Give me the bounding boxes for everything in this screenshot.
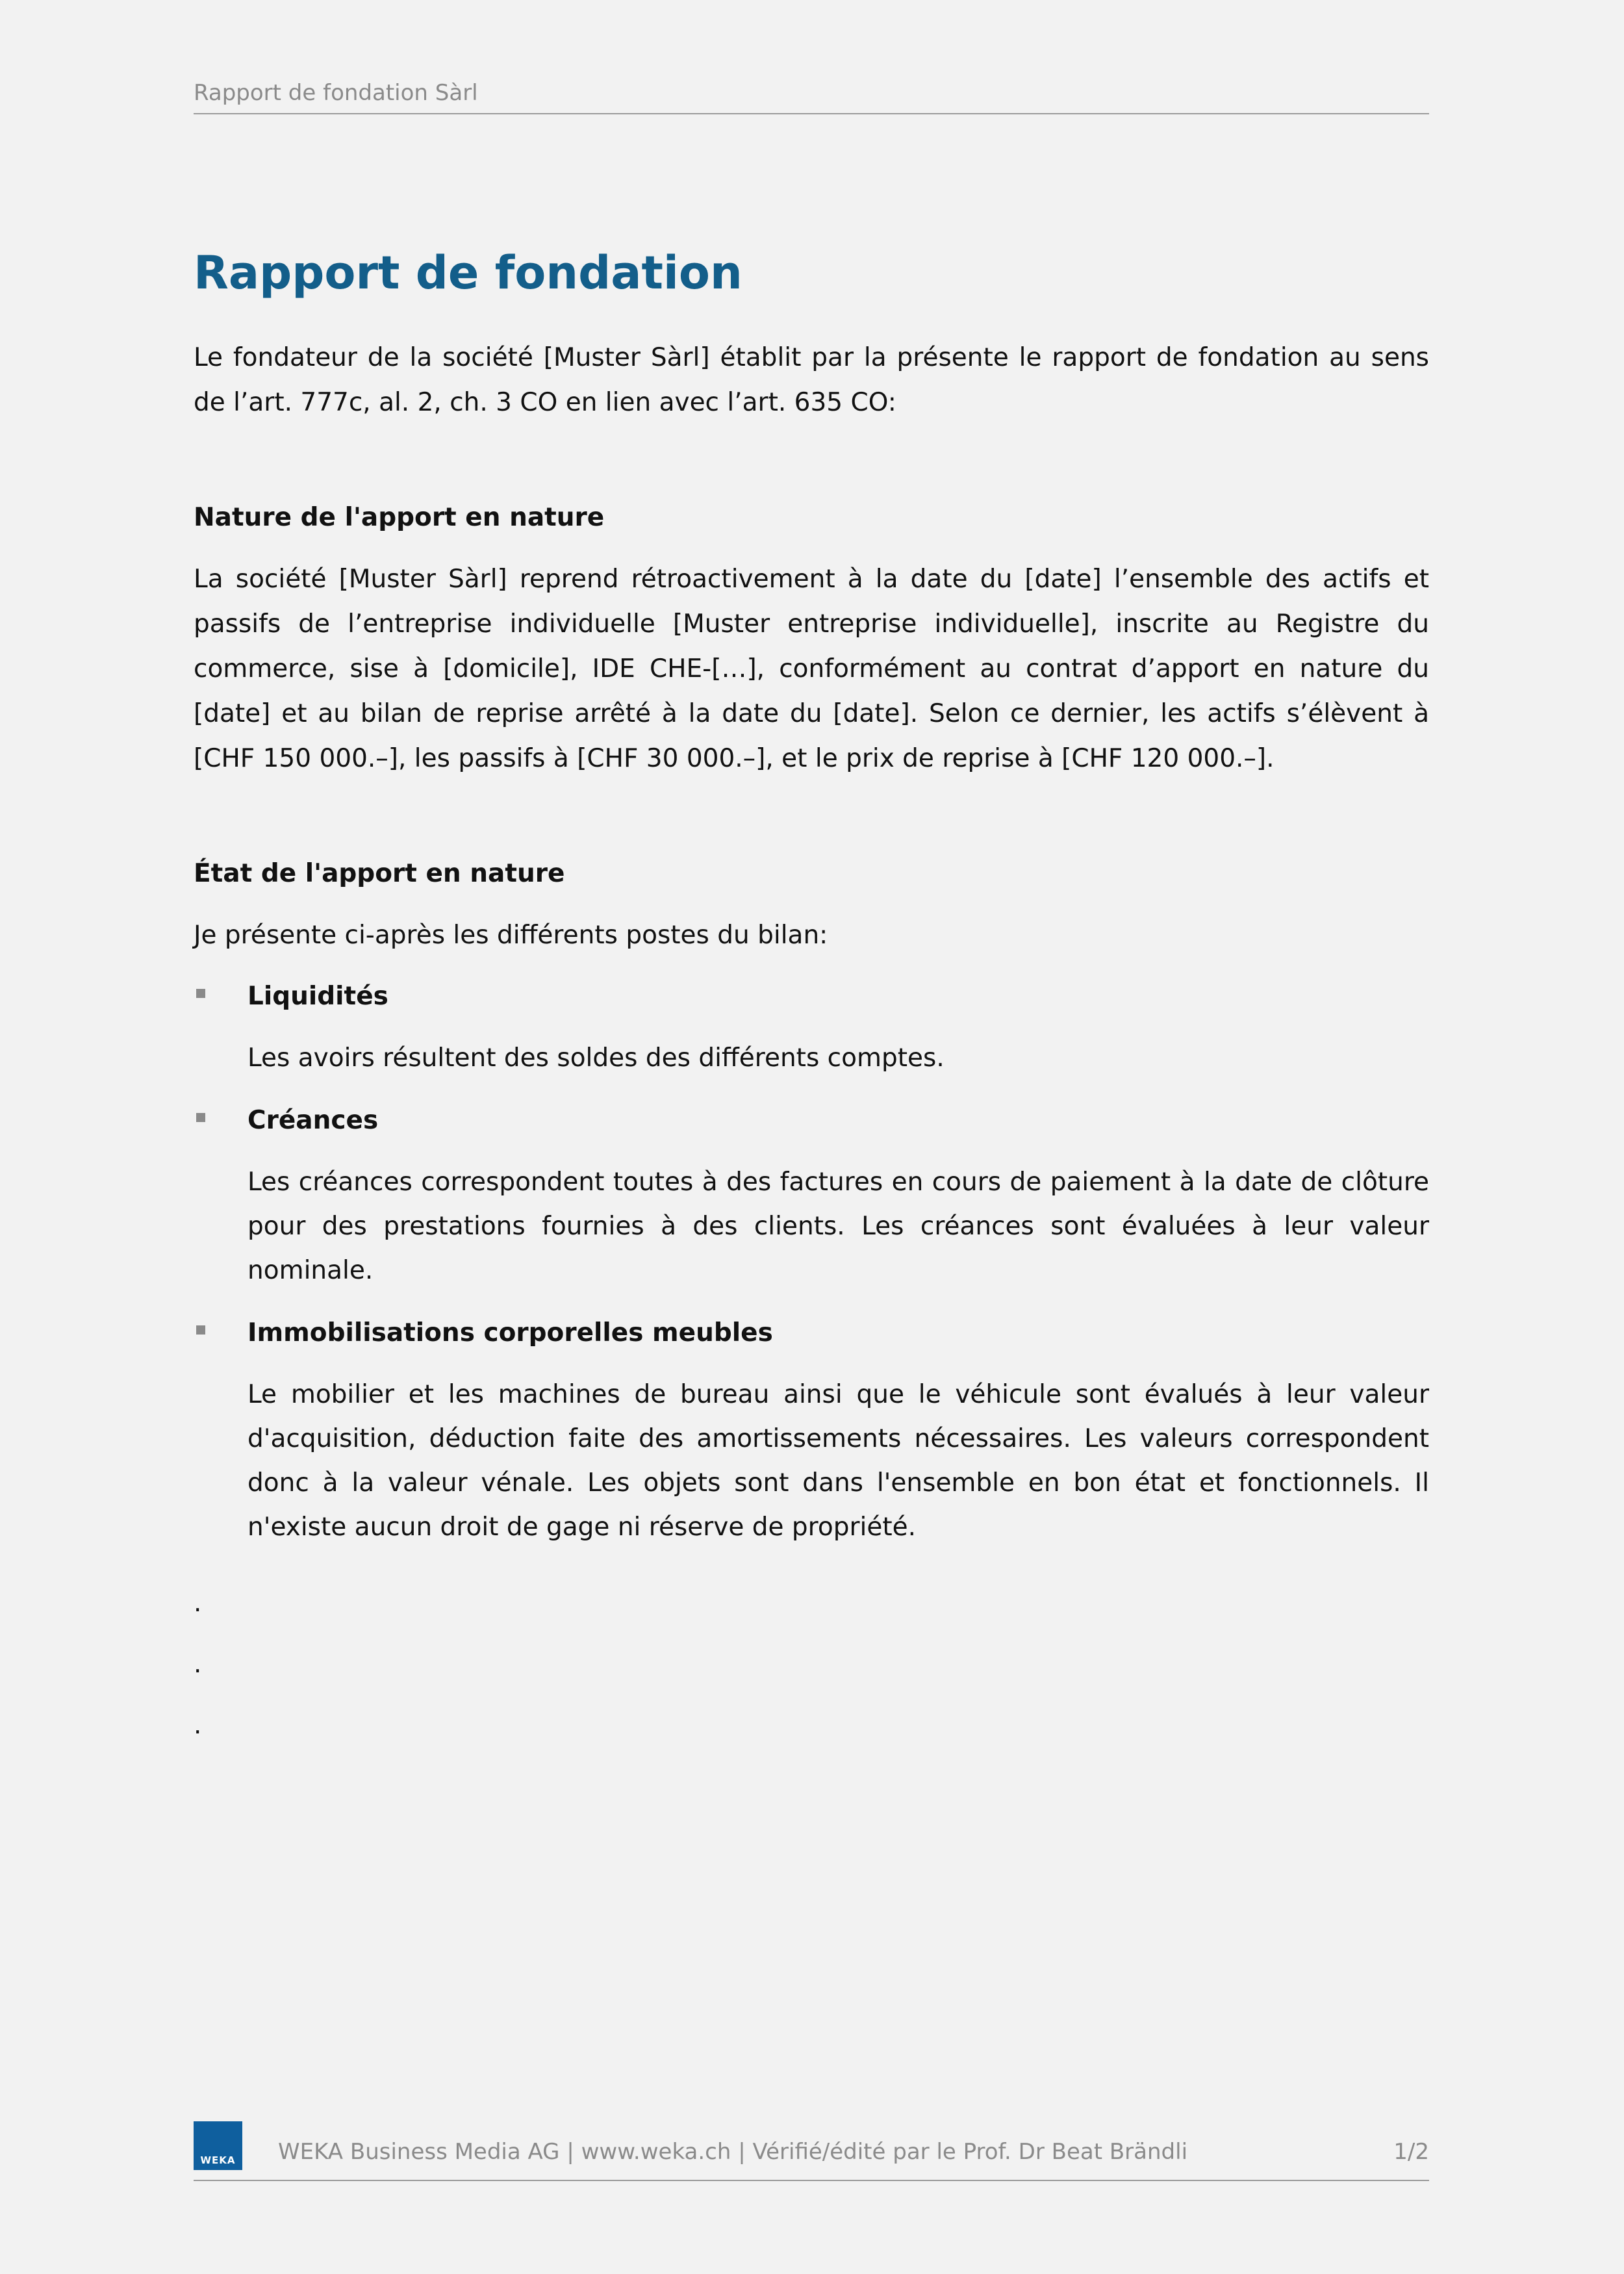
list-item-creances: [194, 1101, 1429, 1293]
section-paragraph-nature: La société [Muster Sàrl] reprend rétroactivement à la date du [date] l’ensemble des actifs et passifs de l’entreprise individuelle [Muster entreprise individuelle], inscrite au Registre du commerce, sise à [domicile], IDE CHE-[…], conformément au contrat d’apport en nature du [date] et au bilan de reprise arrêté à la date du [date]. Selon ce dernier, les actifs s’élèvent à [CHF 150 000.–], les passifs à [CHF 30 000.–], et le prix de reprise à [CHF 120 000.–].: [194, 565, 1429, 773]
list-item-immobilisations: [194, 1314, 1429, 1550]
document-title: Rapport de fondation: [194, 246, 742, 300]
list-item-text: Les créances correspondent toutes à des factures en cours de paiement à la date de clôture pour des prestations fournies à des clients. Les créances sont évaluées à leur valeur nominale.: [247, 1168, 1429, 1285]
section-nature: [194, 498, 1429, 781]
running-header: Rapport de fondation Sàrl: [194, 77, 1429, 114]
list-item-text: Les avoirs résultent des soldes des différents comptes.: [247, 1043, 945, 1073]
square-bullet-icon: [196, 1113, 205, 1122]
footer-credits: WEKA Business Media AG | www.weka.ch | Vérifié/édité par le Prof. Dr Beat Brändli: [278, 2139, 1188, 2165]
page-number: 1/2: [1393, 2139, 1429, 2165]
continuation-dot: .: [194, 1589, 202, 1618]
list-item-title: Créances: [247, 1106, 379, 1135]
intro-paragraph: Le fondateur de la société [Muster Sàrl] établit par la présente le rapport de fondation au sens de l’art. 777c, al. 2, ch. 3 CO en lien avec l’art. 635 CO:: [194, 343, 1429, 417]
square-bullet-icon: [196, 989, 205, 998]
continuation-dots: [194, 1573, 1429, 1756]
weka-logo-text: WEKA: [200, 2154, 236, 2166]
section-intro-etat: Je présente ci-après les différents postes du bilan:: [194, 921, 828, 950]
weka-logo: [194, 2121, 242, 2170]
list-item-title: Liquidités: [247, 982, 388, 1011]
page-footer: [194, 2121, 1429, 2181]
list-item-title: Immobilisations corporelles meubles: [247, 1318, 773, 1348]
list-item-liquidites: [194, 977, 1429, 1080]
continuation-dot: .: [194, 1711, 202, 1740]
document-body: [194, 335, 1429, 1756]
document-page: [194, 0, 1429, 2274]
section-heading-nature: Nature de l'apport en nature: [194, 503, 605, 532]
section-etat: [194, 854, 1429, 1550]
continuation-dot: .: [194, 1650, 202, 1679]
square-bullet-icon: [196, 1325, 205, 1335]
section-heading-etat: État de l'apport en nature: [194, 859, 565, 888]
list-item-text: Le mobilier et les machines de bureau ainsi que le véhicule sont évalués à leur valeur d'acquisition, déduction faite des amortissements nécessaires. Les valeurs correspondent donc à la valeur vénale. Les objets sont dans l'ensemble en bon état et fonctionnels. Il n'existe aucun droit de gage ni réserve de propriété.: [247, 1380, 1429, 1542]
